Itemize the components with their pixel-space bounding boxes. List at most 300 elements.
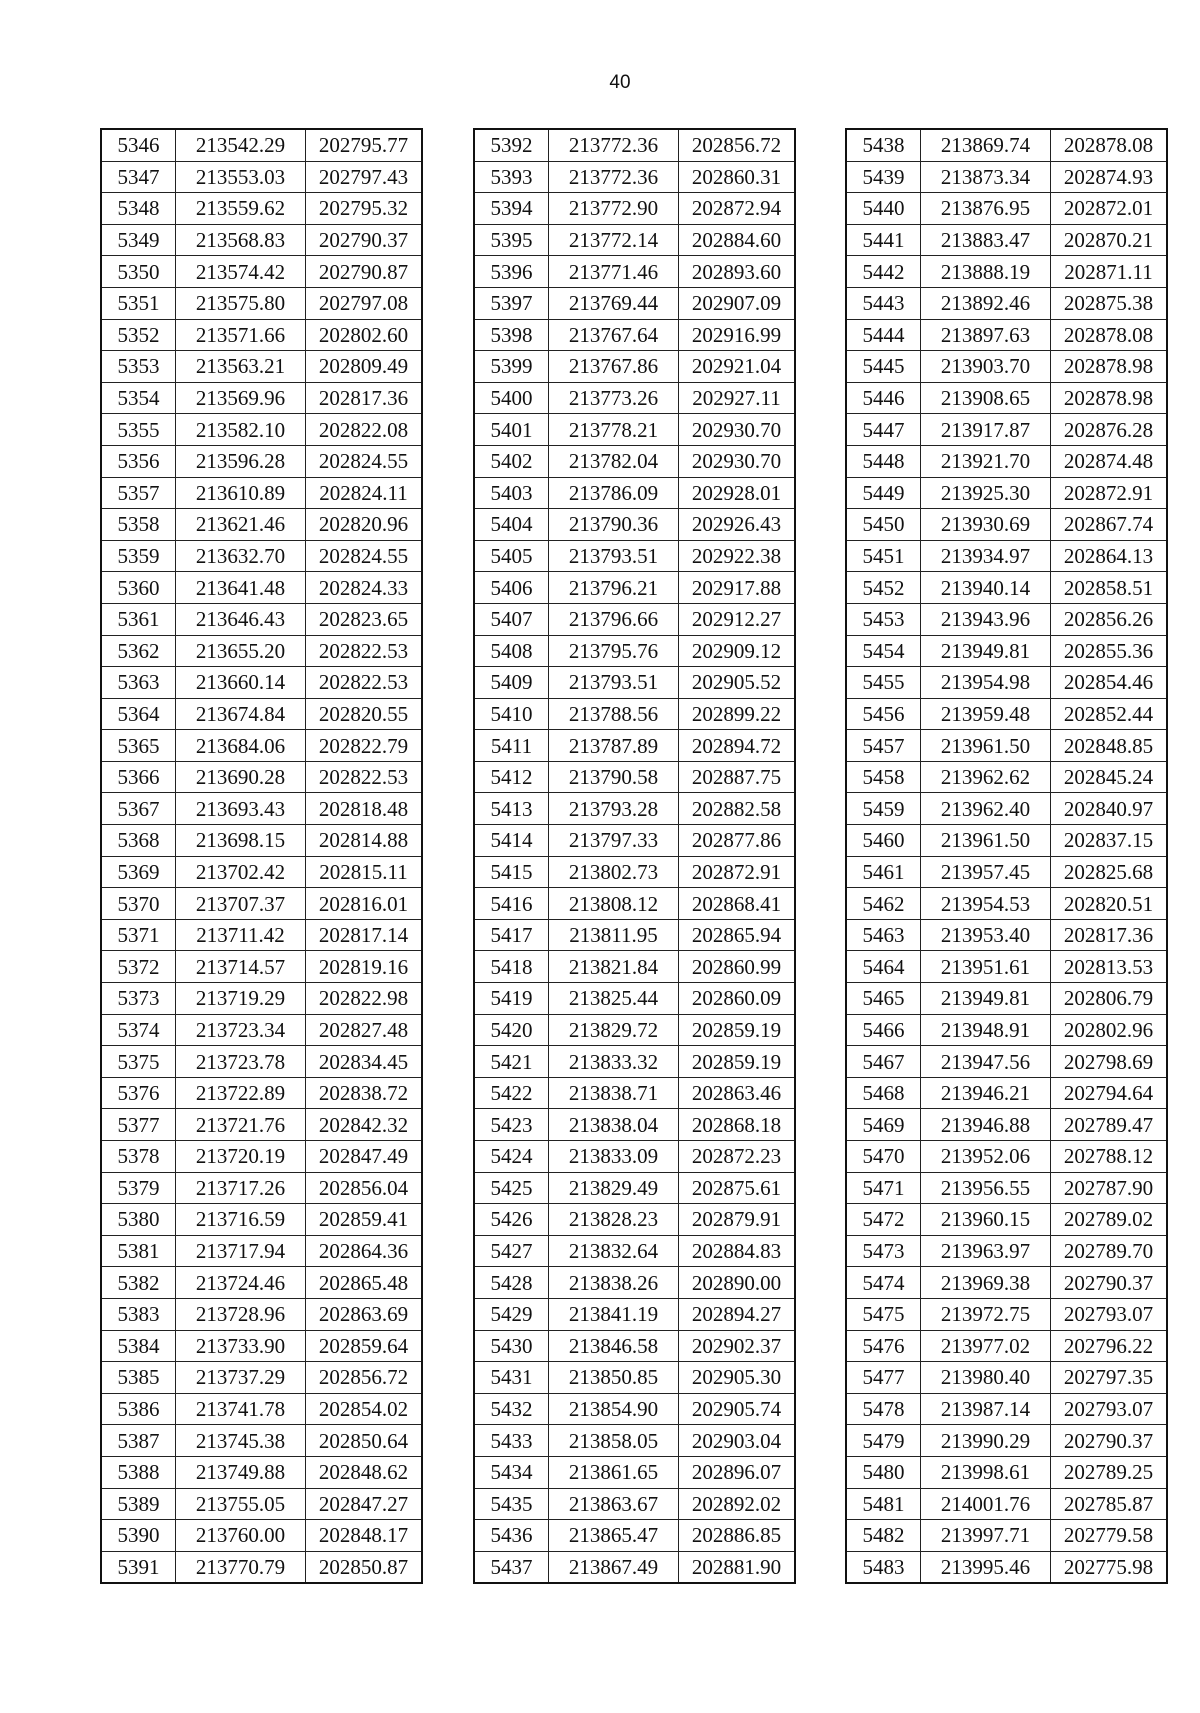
x-coordinate-cell: 213828.23 — [549, 1204, 679, 1236]
x-coordinate-cell: 213655.20 — [176, 635, 306, 667]
point-number-cell: 5480 — [846, 1456, 921, 1488]
y-coordinate-cell: 202865.48 — [306, 1267, 423, 1299]
point-number-cell: 5421 — [474, 1046, 549, 1078]
point-number-cell: 5379 — [101, 1172, 176, 1204]
point-number-cell: 5470 — [846, 1141, 921, 1173]
x-coordinate-cell: 213610.89 — [176, 477, 306, 509]
table-row — [101, 1362, 422, 1394]
table-row — [101, 730, 422, 762]
x-coordinate-cell: 213838.71 — [549, 1077, 679, 1109]
y-coordinate-cell: 202868.18 — [679, 1109, 796, 1141]
table-row — [846, 129, 1167, 161]
point-number-cell: 5381 — [101, 1235, 176, 1267]
x-coordinate-cell: 213802.73 — [549, 856, 679, 888]
x-coordinate-cell: 213987.14 — [921, 1393, 1051, 1425]
y-coordinate-cell: 202907.09 — [679, 287, 796, 319]
x-coordinate-cell: 213745.38 — [176, 1425, 306, 1457]
table-row — [846, 1109, 1167, 1141]
point-number-cell: 5462 — [846, 888, 921, 920]
point-number-cell: 5354 — [101, 382, 176, 414]
point-number-cell: 5461 — [846, 856, 921, 888]
table-row — [474, 351, 795, 383]
point-number-cell: 5425 — [474, 1172, 549, 1204]
table-row — [474, 224, 795, 256]
y-coordinate-cell: 202878.98 — [1051, 382, 1168, 414]
point-number-cell: 5362 — [101, 635, 176, 667]
x-coordinate-cell: 213632.70 — [176, 540, 306, 572]
point-number-cell: 5347 — [101, 161, 176, 193]
point-number-cell: 5374 — [101, 1014, 176, 1046]
table-row — [846, 445, 1167, 477]
x-coordinate-cell: 213867.49 — [549, 1551, 679, 1583]
table-row — [846, 161, 1167, 193]
point-number-cell: 5430 — [474, 1330, 549, 1362]
table-row — [101, 856, 422, 888]
y-coordinate-cell: 202790.87 — [306, 256, 423, 288]
x-coordinate-cell: 213702.42 — [176, 856, 306, 888]
table-row — [474, 1267, 795, 1299]
point-number-cell: 5372 — [101, 951, 176, 983]
table-row — [101, 1393, 422, 1425]
y-coordinate-cell: 202922.38 — [679, 540, 796, 572]
table-row — [474, 1172, 795, 1204]
y-coordinate-cell: 202865.94 — [679, 919, 796, 951]
x-coordinate-cell: 213972.75 — [921, 1298, 1051, 1330]
x-coordinate-cell: 213990.29 — [921, 1425, 1051, 1457]
table-row — [846, 1330, 1167, 1362]
table-row — [474, 572, 795, 604]
point-number-cell: 5359 — [101, 540, 176, 572]
x-coordinate-cell: 213841.19 — [549, 1298, 679, 1330]
point-number-cell: 5476 — [846, 1330, 921, 1362]
point-number-cell: 5391 — [101, 1551, 176, 1583]
x-coordinate-cell: 213838.04 — [549, 1109, 679, 1141]
y-coordinate-cell: 202793.07 — [1051, 1393, 1168, 1425]
x-coordinate-cell: 213833.32 — [549, 1046, 679, 1078]
table-row — [846, 1488, 1167, 1520]
table-row — [474, 129, 795, 161]
point-number-cell: 5441 — [846, 224, 921, 256]
point-number-cell: 5432 — [474, 1393, 549, 1425]
table-row — [101, 193, 422, 225]
x-coordinate-cell: 213787.89 — [549, 730, 679, 762]
x-coordinate-cell: 213821.84 — [549, 951, 679, 983]
point-number-cell: 5365 — [101, 730, 176, 762]
y-coordinate-cell: 202814.88 — [306, 825, 423, 857]
table-row — [474, 1425, 795, 1457]
table-row — [846, 540, 1167, 572]
y-coordinate-cell: 202926.43 — [679, 509, 796, 541]
table-row — [474, 1204, 795, 1236]
y-coordinate-cell: 202872.91 — [679, 856, 796, 888]
y-coordinate-cell: 202863.46 — [679, 1077, 796, 1109]
y-coordinate-cell: 202917.88 — [679, 572, 796, 604]
table-row — [101, 382, 422, 414]
x-coordinate-cell: 213721.76 — [176, 1109, 306, 1141]
y-coordinate-cell: 202847.49 — [306, 1141, 423, 1173]
y-coordinate-cell: 202902.37 — [679, 1330, 796, 1362]
x-coordinate-cell: 213684.06 — [176, 730, 306, 762]
x-coordinate-cell: 213858.05 — [549, 1425, 679, 1457]
point-number-cell: 5481 — [846, 1488, 921, 1520]
point-number-cell: 5352 — [101, 319, 176, 351]
point-number-cell: 5454 — [846, 635, 921, 667]
y-coordinate-cell: 202884.60 — [679, 224, 796, 256]
x-coordinate-cell: 213795.76 — [549, 635, 679, 667]
table-row — [846, 287, 1167, 319]
x-coordinate-cell: 213575.80 — [176, 287, 306, 319]
table-row — [846, 351, 1167, 383]
x-coordinate-cell: 213724.46 — [176, 1267, 306, 1299]
table-row — [474, 1298, 795, 1330]
y-coordinate-cell: 202809.49 — [306, 351, 423, 383]
point-number-cell: 5364 — [101, 698, 176, 730]
y-coordinate-cell: 202823.65 — [306, 603, 423, 635]
point-number-cell: 5433 — [474, 1425, 549, 1457]
table-row — [474, 319, 795, 351]
y-coordinate-cell: 202845.24 — [1051, 761, 1168, 793]
point-number-cell: 5414 — [474, 825, 549, 857]
point-number-cell: 5401 — [474, 414, 549, 446]
point-number-cell: 5420 — [474, 1014, 549, 1046]
y-coordinate-cell: 202824.55 — [306, 540, 423, 572]
x-coordinate-cell: 213796.66 — [549, 603, 679, 635]
x-coordinate-cell: 213641.48 — [176, 572, 306, 604]
y-coordinate-cell: 202779.58 — [1051, 1520, 1168, 1552]
y-coordinate-cell: 202822.53 — [306, 635, 423, 667]
table-row — [846, 888, 1167, 920]
point-number-cell: 5438 — [846, 129, 921, 161]
point-number-cell: 5361 — [101, 603, 176, 635]
x-coordinate-cell: 213716.59 — [176, 1204, 306, 1236]
x-coordinate-cell: 213714.57 — [176, 951, 306, 983]
table-row — [101, 1267, 422, 1299]
y-coordinate-cell: 202859.19 — [679, 1046, 796, 1078]
table-row — [101, 1488, 422, 1520]
x-coordinate-cell: 213542.29 — [176, 129, 306, 161]
table-row — [846, 1204, 1167, 1236]
table-row — [101, 1172, 422, 1204]
x-coordinate-cell: 213934.97 — [921, 540, 1051, 572]
table-row — [846, 856, 1167, 888]
point-number-cell: 5366 — [101, 761, 176, 793]
point-number-cell: 5406 — [474, 572, 549, 604]
y-coordinate-cell: 202795.32 — [306, 193, 423, 225]
x-coordinate-cell: 213793.51 — [549, 667, 679, 699]
table-row — [474, 667, 795, 699]
table-row — [846, 1362, 1167, 1394]
y-coordinate-cell: 202877.86 — [679, 825, 796, 857]
table-row — [474, 730, 795, 762]
point-number-cell: 5436 — [474, 1520, 549, 1552]
x-coordinate-cell: 213674.84 — [176, 698, 306, 730]
table-row — [846, 698, 1167, 730]
table-row — [474, 1141, 795, 1173]
table-row — [846, 730, 1167, 762]
point-number-cell: 5376 — [101, 1077, 176, 1109]
point-number-cell: 5447 — [846, 414, 921, 446]
point-number-cell: 5389 — [101, 1488, 176, 1520]
point-number-cell: 5402 — [474, 445, 549, 477]
point-number-cell: 5403 — [474, 477, 549, 509]
y-coordinate-cell: 202824.33 — [306, 572, 423, 604]
x-coordinate-cell: 213952.06 — [921, 1141, 1051, 1173]
table-row — [474, 382, 795, 414]
point-number-cell: 5357 — [101, 477, 176, 509]
y-coordinate-cell: 202928.01 — [679, 477, 796, 509]
x-coordinate-cell: 213949.81 — [921, 635, 1051, 667]
x-coordinate-cell: 213954.53 — [921, 888, 1051, 920]
point-number-cell: 5382 — [101, 1267, 176, 1299]
point-number-cell: 5373 — [101, 983, 176, 1015]
point-number-cell: 5355 — [101, 414, 176, 446]
y-coordinate-cell: 202899.22 — [679, 698, 796, 730]
x-coordinate-cell: 213719.29 — [176, 983, 306, 1015]
table-row — [474, 951, 795, 983]
table-row — [846, 761, 1167, 793]
x-coordinate-cell: 213797.33 — [549, 825, 679, 857]
y-coordinate-cell: 202930.70 — [679, 445, 796, 477]
y-coordinate-cell: 202859.19 — [679, 1014, 796, 1046]
x-coordinate-cell: 213829.72 — [549, 1014, 679, 1046]
x-coordinate-cell: 213995.46 — [921, 1551, 1051, 1583]
y-coordinate-cell: 202797.08 — [306, 287, 423, 319]
table-row — [101, 224, 422, 256]
y-coordinate-cell: 202842.32 — [306, 1109, 423, 1141]
point-number-cell: 5383 — [101, 1298, 176, 1330]
table-row — [474, 256, 795, 288]
table-row — [846, 572, 1167, 604]
x-coordinate-cell: 213961.50 — [921, 730, 1051, 762]
point-number-cell: 5449 — [846, 477, 921, 509]
table-row — [101, 1077, 422, 1109]
table-row — [846, 1172, 1167, 1204]
y-coordinate-cell: 202887.75 — [679, 761, 796, 793]
point-number-cell: 5405 — [474, 540, 549, 572]
table-row — [474, 698, 795, 730]
y-coordinate-cell: 202850.64 — [306, 1425, 423, 1457]
table-row — [846, 983, 1167, 1015]
point-number-cell: 5392 — [474, 129, 549, 161]
table-row — [101, 1425, 422, 1457]
table-row — [846, 1551, 1167, 1583]
point-number-cell: 5346 — [101, 129, 176, 161]
x-coordinate-cell: 213833.09 — [549, 1141, 679, 1173]
coordinate-table-1 — [100, 128, 423, 1584]
point-number-cell: 5398 — [474, 319, 549, 351]
point-number-cell: 5452 — [846, 572, 921, 604]
x-coordinate-cell: 213997.71 — [921, 1520, 1051, 1552]
x-coordinate-cell: 213772.36 — [549, 161, 679, 193]
point-number-cell: 5460 — [846, 825, 921, 857]
point-number-cell: 5390 — [101, 1520, 176, 1552]
y-coordinate-cell: 202882.58 — [679, 793, 796, 825]
y-coordinate-cell: 202872.94 — [679, 193, 796, 225]
y-coordinate-cell: 202854.02 — [306, 1393, 423, 1425]
table-row — [474, 983, 795, 1015]
point-number-cell: 5442 — [846, 256, 921, 288]
table-row — [101, 351, 422, 383]
point-number-cell: 5448 — [846, 445, 921, 477]
table-row — [474, 888, 795, 920]
table-row — [474, 793, 795, 825]
table-row — [474, 1014, 795, 1046]
table-row — [474, 540, 795, 572]
y-coordinate-cell: 202886.85 — [679, 1520, 796, 1552]
x-coordinate-cell: 213767.64 — [549, 319, 679, 351]
table-row — [846, 1298, 1167, 1330]
x-coordinate-cell: 213869.74 — [921, 129, 1051, 161]
table-row — [846, 382, 1167, 414]
point-number-cell: 5404 — [474, 509, 549, 541]
point-number-cell: 5419 — [474, 983, 549, 1015]
x-coordinate-cell: 213728.96 — [176, 1298, 306, 1330]
y-coordinate-cell: 202815.11 — [306, 856, 423, 888]
x-coordinate-cell: 213956.55 — [921, 1172, 1051, 1204]
y-coordinate-cell: 202790.37 — [1051, 1425, 1168, 1457]
y-coordinate-cell: 202848.85 — [1051, 730, 1168, 762]
y-coordinate-cell: 202892.02 — [679, 1488, 796, 1520]
point-number-cell: 5431 — [474, 1362, 549, 1394]
y-coordinate-cell: 202818.48 — [306, 793, 423, 825]
x-coordinate-cell: 213829.49 — [549, 1172, 679, 1204]
table-row — [101, 1298, 422, 1330]
point-number-cell: 5348 — [101, 193, 176, 225]
x-coordinate-cell: 213854.90 — [549, 1393, 679, 1425]
x-coordinate-cell: 213846.58 — [549, 1330, 679, 1362]
x-coordinate-cell: 213873.34 — [921, 161, 1051, 193]
point-number-cell: 5349 — [101, 224, 176, 256]
y-coordinate-cell: 202824.55 — [306, 445, 423, 477]
table-row — [101, 161, 422, 193]
table-row — [101, 1204, 422, 1236]
point-number-cell: 5477 — [846, 1362, 921, 1394]
point-number-cell: 5377 — [101, 1109, 176, 1141]
table-row — [846, 1235, 1167, 1267]
table-row — [474, 1488, 795, 1520]
point-number-cell: 5415 — [474, 856, 549, 888]
table-row — [101, 477, 422, 509]
point-number-cell: 5473 — [846, 1235, 921, 1267]
x-coordinate-cell: 213770.79 — [176, 1551, 306, 1583]
y-coordinate-cell: 202905.74 — [679, 1393, 796, 1425]
y-coordinate-cell: 202860.09 — [679, 983, 796, 1015]
y-coordinate-cell: 202864.13 — [1051, 540, 1168, 572]
page-number: 40 — [609, 72, 631, 93]
table-row — [846, 319, 1167, 351]
point-number-cell: 5400 — [474, 382, 549, 414]
table-row — [474, 287, 795, 319]
y-coordinate-cell: 202879.91 — [679, 1204, 796, 1236]
y-coordinate-cell: 202817.14 — [306, 919, 423, 951]
table-row — [846, 1456, 1167, 1488]
x-coordinate-cell: 213733.90 — [176, 1330, 306, 1362]
point-number-cell: 5457 — [846, 730, 921, 762]
point-number-cell: 5363 — [101, 667, 176, 699]
x-coordinate-cell: 214001.76 — [921, 1488, 1051, 1520]
point-number-cell: 5475 — [846, 1298, 921, 1330]
x-coordinate-cell: 213888.19 — [921, 256, 1051, 288]
table-row — [101, 256, 422, 288]
x-coordinate-cell: 213755.05 — [176, 1488, 306, 1520]
point-number-cell: 5351 — [101, 287, 176, 319]
point-number-cell: 5444 — [846, 319, 921, 351]
y-coordinate-cell: 202878.08 — [1051, 319, 1168, 351]
x-coordinate-cell: 213921.70 — [921, 445, 1051, 477]
x-coordinate-cell: 213723.78 — [176, 1046, 306, 1078]
point-number-cell: 5370 — [101, 888, 176, 920]
x-coordinate-cell: 213596.28 — [176, 445, 306, 477]
point-number-cell: 5467 — [846, 1046, 921, 1078]
point-number-cell: 5450 — [846, 509, 921, 541]
x-coordinate-cell: 213863.67 — [549, 1488, 679, 1520]
table-row — [846, 1077, 1167, 1109]
y-coordinate-cell: 202921.04 — [679, 351, 796, 383]
x-coordinate-cell: 213948.91 — [921, 1014, 1051, 1046]
x-coordinate-cell: 213838.26 — [549, 1267, 679, 1299]
x-coordinate-cell: 213772.36 — [549, 129, 679, 161]
point-number-cell: 5367 — [101, 793, 176, 825]
y-coordinate-cell: 202852.44 — [1051, 698, 1168, 730]
x-coordinate-cell: 213865.47 — [549, 1520, 679, 1552]
y-coordinate-cell: 202789.47 — [1051, 1109, 1168, 1141]
table-row — [846, 414, 1167, 446]
table-row — [101, 129, 422, 161]
x-coordinate-cell: 213861.65 — [549, 1456, 679, 1488]
y-coordinate-cell: 202820.51 — [1051, 888, 1168, 920]
y-coordinate-cell: 202837.15 — [1051, 825, 1168, 857]
table-row — [846, 825, 1167, 857]
y-coordinate-cell: 202894.72 — [679, 730, 796, 762]
table-row — [846, 1520, 1167, 1552]
y-coordinate-cell: 202856.72 — [679, 129, 796, 161]
y-coordinate-cell: 202822.98 — [306, 983, 423, 1015]
table-row — [101, 319, 422, 351]
table-row — [474, 761, 795, 793]
coordinate-table-2 — [473, 128, 796, 1584]
y-coordinate-cell: 202858.51 — [1051, 572, 1168, 604]
point-number-cell: 5424 — [474, 1141, 549, 1173]
y-coordinate-cell: 202856.72 — [306, 1362, 423, 1394]
x-coordinate-cell: 213788.56 — [549, 698, 679, 730]
table-row — [846, 667, 1167, 699]
point-number-cell: 5435 — [474, 1488, 549, 1520]
y-coordinate-cell: 202872.01 — [1051, 193, 1168, 225]
point-number-cell: 5429 — [474, 1298, 549, 1330]
x-coordinate-cell: 213711.42 — [176, 919, 306, 951]
point-number-cell: 5479 — [846, 1425, 921, 1457]
table-row — [474, 414, 795, 446]
point-number-cell: 5451 — [846, 540, 921, 572]
point-number-cell: 5456 — [846, 698, 921, 730]
x-coordinate-cell: 213741.78 — [176, 1393, 306, 1425]
x-coordinate-cell: 213960.15 — [921, 1204, 1051, 1236]
x-coordinate-cell: 213959.48 — [921, 698, 1051, 730]
y-coordinate-cell: 202802.60 — [306, 319, 423, 351]
point-number-cell: 5422 — [474, 1077, 549, 1109]
y-coordinate-cell: 202875.61 — [679, 1172, 796, 1204]
y-coordinate-cell: 202859.64 — [306, 1330, 423, 1362]
x-coordinate-cell: 213569.96 — [176, 382, 306, 414]
point-number-cell: 5465 — [846, 983, 921, 1015]
x-coordinate-cell: 213793.51 — [549, 540, 679, 572]
y-coordinate-cell: 202872.23 — [679, 1141, 796, 1173]
table-row — [474, 1330, 795, 1362]
y-coordinate-cell: 202859.41 — [306, 1204, 423, 1236]
y-coordinate-cell: 202871.11 — [1051, 256, 1168, 288]
table-row — [101, 888, 422, 920]
x-coordinate-cell: 213946.21 — [921, 1077, 1051, 1109]
